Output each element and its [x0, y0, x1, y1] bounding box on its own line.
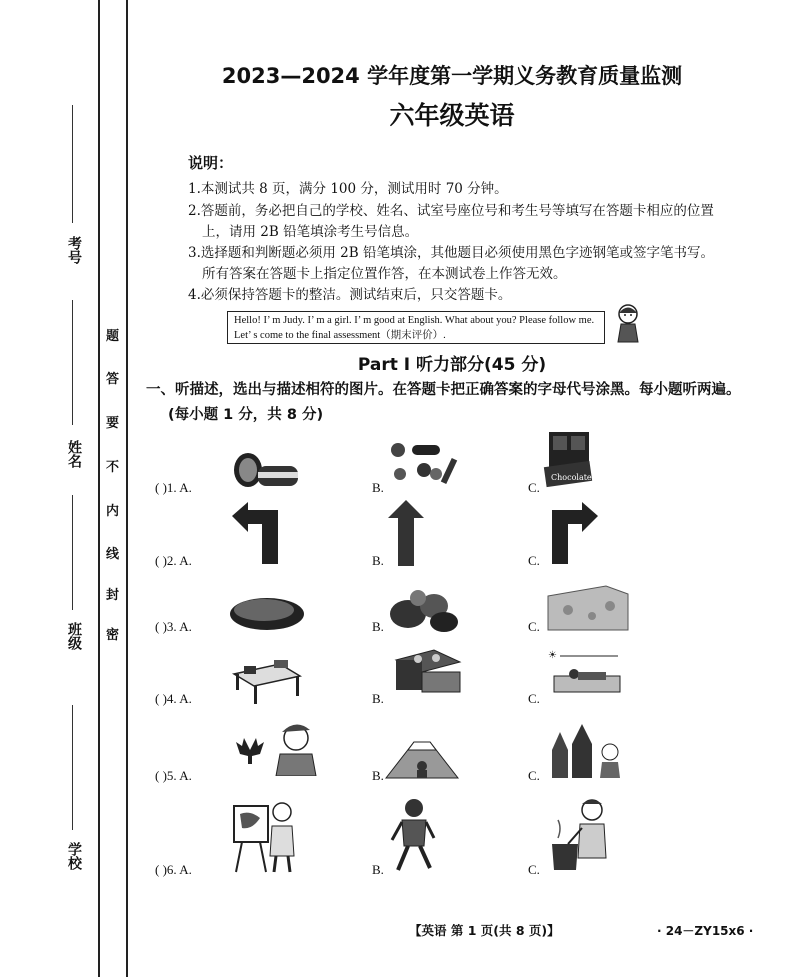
field-label-exam-no: 考号 [66, 236, 82, 264]
seal-char: 不 [106, 460, 120, 475]
speech-line: Let’ s come to the final assessment（期末评价）. [234, 330, 446, 341]
margin-line-inner [126, 0, 128, 977]
option-c-label: C. [528, 691, 540, 706]
question-label: ( )1. A. [155, 480, 192, 495]
question-label: ( )5. A. [155, 768, 192, 783]
margin-line-outer [98, 0, 100, 977]
page-footer: 【英语 第 1 页(共 8 页)】 [409, 923, 560, 938]
option-b-label: B. [372, 480, 384, 495]
vegetables-icon [386, 584, 462, 636]
instruction-line: 1.本测试共 8 页，满分 100 分，测试用时 70 分钟。 [188, 181, 508, 197]
chocolate-icon [543, 430, 605, 490]
cheese-icon [546, 584, 630, 632]
turn-left-arrow-icon [232, 502, 282, 564]
seal-char: 线 [106, 547, 120, 562]
instruction-line: 4.必须保持答题卡的整洁。测试结束后，只交答题卡。 [188, 287, 512, 303]
painting-boy-icon [232, 796, 300, 874]
section-instruction: 一、听描述，选出与描述相符的图片。在答题卡把正确答案的字母代号涂黑。每小题听两遍。 [146, 382, 741, 398]
sunbathing-icon [546, 648, 626, 696]
cookies-icon [228, 450, 302, 490]
speech-box [227, 311, 605, 344]
svg-text:☀: ☀ [548, 650, 557, 661]
instruction-line: 上，请用 2B 铅笔填涂考生号信息。 [202, 224, 419, 240]
field-blank-class [72, 495, 73, 610]
option-b-label: B. [372, 553, 384, 568]
instruction-line: 2.答题前，务必把自己的学校、姓名、试室号座位号和考生号等填写在答题卡相应的位置 [188, 203, 714, 219]
field-label-school: 学校 [66, 842, 82, 870]
question-label: ( )4. A. [155, 691, 192, 706]
go-straight-arrow-icon [388, 500, 424, 566]
question-label: ( )6. A. [155, 862, 192, 877]
question-label: ( )2. A. [155, 553, 192, 568]
option-c-label: C. [528, 768, 540, 783]
option-b-label: B. [372, 691, 384, 706]
steak-icon [228, 592, 306, 632]
option-c-label: C. [528, 619, 540, 634]
option-b-label: B. [372, 768, 384, 783]
seal-char: 密 [106, 628, 120, 643]
field-label-class: 班级 [66, 622, 82, 650]
exam-subject-title: 六年级英语 [389, 101, 515, 130]
mount-fuji-icon [384, 736, 460, 780]
walking-boy-icon [388, 798, 438, 874]
field-label-name: 姓名 [66, 440, 82, 468]
canada-boy-icon [230, 716, 326, 776]
svg-text:Chocolate: Chocolate [551, 473, 592, 482]
seal-char: 题 [106, 329, 120, 344]
instruction-line: 3.选择题和判断题必须用 2B 铅笔填涂，其他题目必须使用黑色字迹钢笔或签字笔书写。 [188, 245, 714, 261]
instructions-heading: 说明： [188, 154, 234, 172]
cooking-boy-icon [548, 798, 614, 872]
thai-temple-icon [546, 722, 624, 780]
option-c-label: C. [528, 553, 540, 568]
desk-icon [230, 654, 304, 706]
field-blank-school [72, 705, 73, 830]
girl-judy-icon [612, 302, 644, 346]
option-b-label: B. [372, 619, 384, 634]
option-c-label: C. [528, 862, 540, 877]
option-c-label: C. [528, 480, 540, 495]
seal-char: 要 [106, 416, 120, 431]
exam-title: 2023—2024 学年度第一学期义务教育质量监测 [221, 64, 683, 88]
part-title: Part Ⅰ 听力部分(45 分) [357, 355, 547, 375]
speech-line: Hello! I’ m Judy. I’ m a girl. I’ m good at English. What about you? Please follow me. [234, 315, 595, 326]
seal-char: 答 [106, 372, 120, 387]
question-label: ( )3. A. [155, 619, 192, 634]
section-scoring: (每小题 1 分，共 8 分) [168, 407, 324, 423]
instruction-line: 所有答案在答题卡上指定位置作答，在本测试卷上作答无效。 [202, 266, 567, 282]
candies-icon [384, 440, 462, 486]
seal-char: 内 [106, 504, 120, 519]
paper-code: · 24－ZY15x6 · [657, 924, 754, 938]
seal-char: 封 [106, 588, 120, 603]
turn-right-arrow-icon [548, 502, 598, 564]
option-b-label: B. [372, 862, 384, 877]
stove-icon [394, 646, 464, 698]
